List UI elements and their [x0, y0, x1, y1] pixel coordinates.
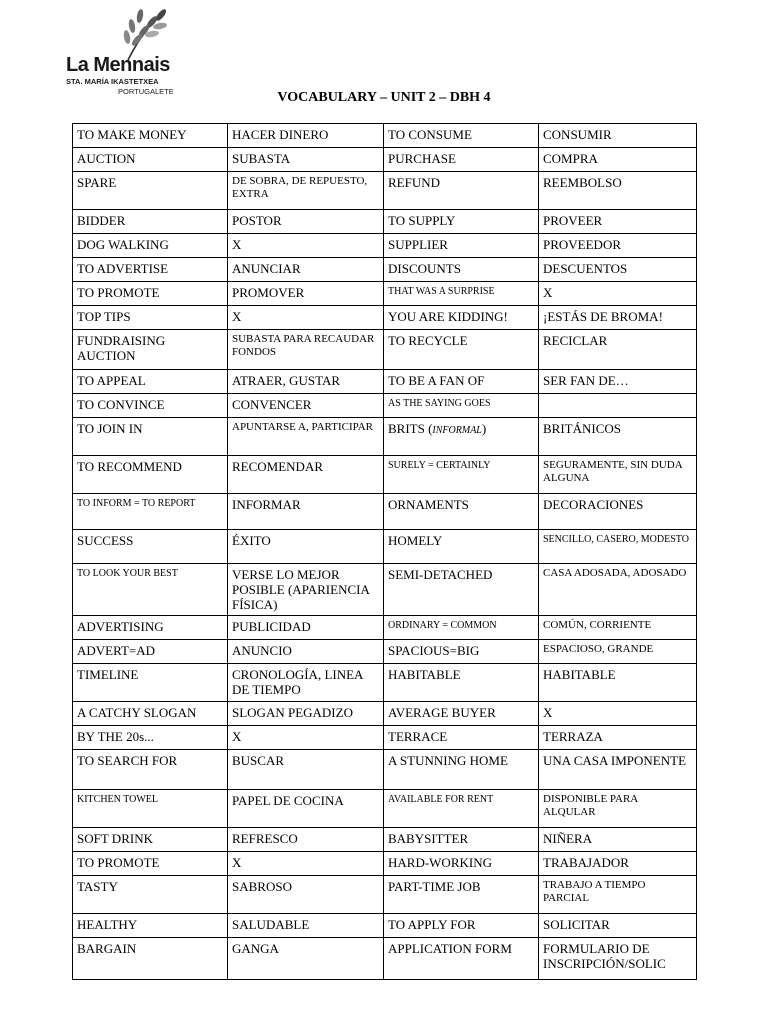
table-cell: ADVERTISING	[73, 616, 228, 640]
table-cell: ANUNCIO	[228, 640, 384, 664]
table-row	[73, 852, 697, 876]
table-cell: DISCOUNTS	[384, 258, 539, 282]
table-cell: HARD-WORKING	[384, 852, 539, 876]
table-cell: AVAILABLE FOR RENT	[384, 790, 539, 828]
table-cell: ORNAMENTS	[384, 494, 539, 530]
table-cell: YOU ARE KIDDING!	[384, 306, 539, 330]
table-cell: THAT WAS A SURPRISE	[384, 282, 539, 306]
table-cell: SALUDABLE	[228, 914, 384, 938]
table-cell: BABYSITTER	[384, 828, 539, 852]
table-cell: TASTY	[73, 876, 228, 914]
table-cell: BUSCAR	[228, 750, 384, 790]
logo-town: PORTUGALETE	[118, 87, 174, 96]
table-cell: BRITÁNICOS	[539, 418, 697, 456]
table-cell: TO RECYCLE	[384, 330, 539, 370]
table-cell: HABITABLE	[384, 664, 539, 702]
table-cell: TO RECOMMEND	[73, 456, 228, 494]
table-cell: FUNDRAISING AUCTION	[73, 330, 228, 370]
table-cell: X	[228, 852, 384, 876]
table-cell: TO MAKE MONEY	[73, 124, 228, 148]
table-cell: SEGURAMENTE, SIN DUDA ALGUNA	[539, 456, 697, 494]
table-cell: TO INFORM = TO REPORT	[73, 494, 228, 530]
table-cell: CASA ADOSADA, ADOSADO	[539, 564, 697, 616]
table-cell: TRABAJO A TIEMPO PARCIAL	[539, 876, 697, 914]
table-cell: RECOMENDAR	[228, 456, 384, 494]
table-cell: HOMELY	[384, 530, 539, 564]
table-cell: HACER DINERO	[228, 124, 384, 148]
table-cell: ÉXITO	[228, 530, 384, 564]
table-row	[73, 914, 697, 938]
table-cell: TO BE A FAN OF	[384, 370, 539, 394]
table-row	[73, 282, 697, 306]
table-row	[73, 370, 697, 394]
table-cell: ¡ESTÁS DE BROMA!	[539, 306, 697, 330]
table-cell: REEMBOLSO	[539, 172, 697, 210]
table-cell: SEMI-DETACHED	[384, 564, 539, 616]
table-cell: APUNTARSE A, PARTICIPAR	[228, 418, 384, 456]
table-cell: ADVERT=AD	[73, 640, 228, 664]
table-cell: X	[228, 234, 384, 258]
table-row	[73, 664, 697, 702]
table-cell: SUPPLIER	[384, 234, 539, 258]
table-cell: CONSUMIR	[539, 124, 697, 148]
table-cell: DISPONIBLE PARA ALQULAR	[539, 790, 697, 828]
table-cell: TERRACE	[384, 726, 539, 750]
table-cell: TO SEARCH FOR	[73, 750, 228, 790]
table-row	[73, 828, 697, 852]
table-cell: DECORACIONES	[539, 494, 697, 530]
term-text: BRITS (	[388, 421, 433, 436]
table-cell: ESPACIOSO, GRANDE	[539, 640, 697, 664]
table-row	[73, 210, 697, 234]
table-row	[73, 564, 697, 616]
table-cell: REFUND	[384, 172, 539, 210]
table-cell: SENCILLO, CASERO, MODESTO	[539, 530, 697, 564]
table-cell: AUCTION	[73, 148, 228, 172]
table-cell: SUCCESS	[73, 530, 228, 564]
logo-name: La Mennais	[66, 54, 170, 76]
table-cell: SABROSO	[228, 876, 384, 914]
table-cell: APPLICATION FORM	[384, 938, 539, 980]
table-cell: ORDINARY = COMMON	[384, 616, 539, 640]
table-row	[73, 258, 697, 282]
table-row	[73, 394, 697, 418]
table-cell: BY THE 20s...	[73, 726, 228, 750]
table-cell: CONVENCER	[228, 394, 384, 418]
table-cell: X	[228, 726, 384, 750]
table-row	[73, 418, 697, 456]
table-cell: TO CONVINCE	[73, 394, 228, 418]
table-cell: DE SOBRA, DE REPUESTO, EXTRA	[228, 172, 384, 210]
table-cell: TO SUPPLY	[384, 210, 539, 234]
table-cell: HABITABLE	[539, 664, 697, 702]
table-cell: COMPRA	[539, 148, 697, 172]
table-cell: PART-TIME JOB	[384, 876, 539, 914]
informal-note: INFORMAL	[432, 425, 482, 436]
school-logo	[66, 6, 206, 96]
table-cell: TO PROMOTE	[73, 282, 228, 306]
table-row	[73, 148, 697, 172]
table-cell	[539, 394, 697, 418]
table-cell: PROVEER	[539, 210, 697, 234]
table-row	[73, 726, 697, 750]
table-cell: TO ADVERTISE	[73, 258, 228, 282]
table-cell: BIDDER	[73, 210, 228, 234]
table-row	[73, 702, 697, 726]
table-row	[73, 234, 697, 258]
table-cell: TO JOIN IN	[73, 418, 228, 456]
table-row	[73, 456, 697, 494]
table-cell: SPACIOUS=BIG	[384, 640, 539, 664]
table-cell: SPARE	[73, 172, 228, 210]
table-cell: X	[539, 702, 697, 726]
table-cell: TO CONSUME	[384, 124, 539, 148]
table-cell: SUBASTA PARA RECAUDAR FONDOS	[228, 330, 384, 370]
table-cell: COMÚN, CORRIENTE	[539, 616, 697, 640]
term-text-end: )	[481, 421, 487, 436]
table-cell: RECICLAR	[539, 330, 697, 370]
table-cell: SER FAN DE…	[539, 370, 697, 394]
table-cell: TERRAZA	[539, 726, 697, 750]
table-row	[73, 790, 697, 828]
table-row	[73, 172, 697, 210]
table-cell: TO APPLY FOR	[384, 914, 539, 938]
table-cell: KITCHEN TOWEL	[73, 790, 228, 828]
table-cell: A STUNNING HOME	[384, 750, 539, 790]
table-row	[73, 494, 697, 530]
table-cell: DESCUENTOS	[539, 258, 697, 282]
table-cell: PROVEEDOR	[539, 234, 697, 258]
table-cell: NIÑERA	[539, 828, 697, 852]
table-row	[73, 640, 697, 664]
table-cell: SLOGAN PEGADIZO	[228, 702, 384, 726]
logo-subtitle: STA. MARÍA IKASTETXEA	[66, 77, 159, 86]
table-cell: GANGA	[228, 938, 384, 980]
table-cell: HEALTHY	[73, 914, 228, 938]
table-row	[73, 938, 697, 980]
vocabulary-table	[72, 123, 697, 980]
table-cell: PAPEL DE COCINA	[228, 790, 384, 828]
table-cell: SUBASTA	[228, 148, 384, 172]
document-title: VOCABULARY – UNIT 2 – DBH 4	[277, 90, 491, 105]
table-row	[73, 616, 697, 640]
table-cell: REFRESCO	[228, 828, 384, 852]
table-row	[73, 530, 697, 564]
table-row	[73, 124, 697, 148]
table-cell: X	[228, 306, 384, 330]
table-cell	[384, 418, 539, 456]
table-cell: CRONOLOGÍA, LINEA DE TIEMPO	[228, 664, 384, 702]
table-cell: TIMELINE	[73, 664, 228, 702]
table-cell: TOP TIPS	[73, 306, 228, 330]
table-cell: A CATCHY SLOGAN	[73, 702, 228, 726]
table-cell: PURCHASE	[384, 148, 539, 172]
table-cell: ATRAER, GUSTAR	[228, 370, 384, 394]
table-cell: PUBLICIDAD	[228, 616, 384, 640]
table-cell: TO PROMOTE	[73, 852, 228, 876]
table-cell: TO LOOK YOUR BEST	[73, 564, 228, 616]
table-cell: AS THE SAYING GOES	[384, 394, 539, 418]
table-row	[73, 750, 697, 790]
table-cell: UNA CASA IMPONENTE	[539, 750, 697, 790]
table-cell: AVERAGE BUYER	[384, 702, 539, 726]
table-cell: SURELY = CERTAINLY	[384, 456, 539, 494]
table-row	[73, 876, 697, 914]
table-cell: POSTOR	[228, 210, 384, 234]
table-cell: BARGAIN	[73, 938, 228, 980]
table-cell: FORMULARIO DE INSCRIPCIÓN/SOLIC	[539, 938, 697, 980]
table-cell: SOFT DRINK	[73, 828, 228, 852]
table-cell: DOG WALKING	[73, 234, 228, 258]
table-cell: VERSE LO MEJOR POSIBLE (APARIENCIA FÍSICA)	[228, 564, 384, 616]
table-row	[73, 306, 697, 330]
table-cell: PROMOVER	[228, 282, 384, 306]
table-cell: ANUNCIAR	[228, 258, 384, 282]
table-cell: TRABAJADOR	[539, 852, 697, 876]
table-cell: TO APPEAL	[73, 370, 228, 394]
table-cell: X	[539, 282, 697, 306]
table-row	[73, 330, 697, 370]
table-cell: INFORMAR	[228, 494, 384, 530]
table-cell: SOLICITAR	[539, 914, 697, 938]
